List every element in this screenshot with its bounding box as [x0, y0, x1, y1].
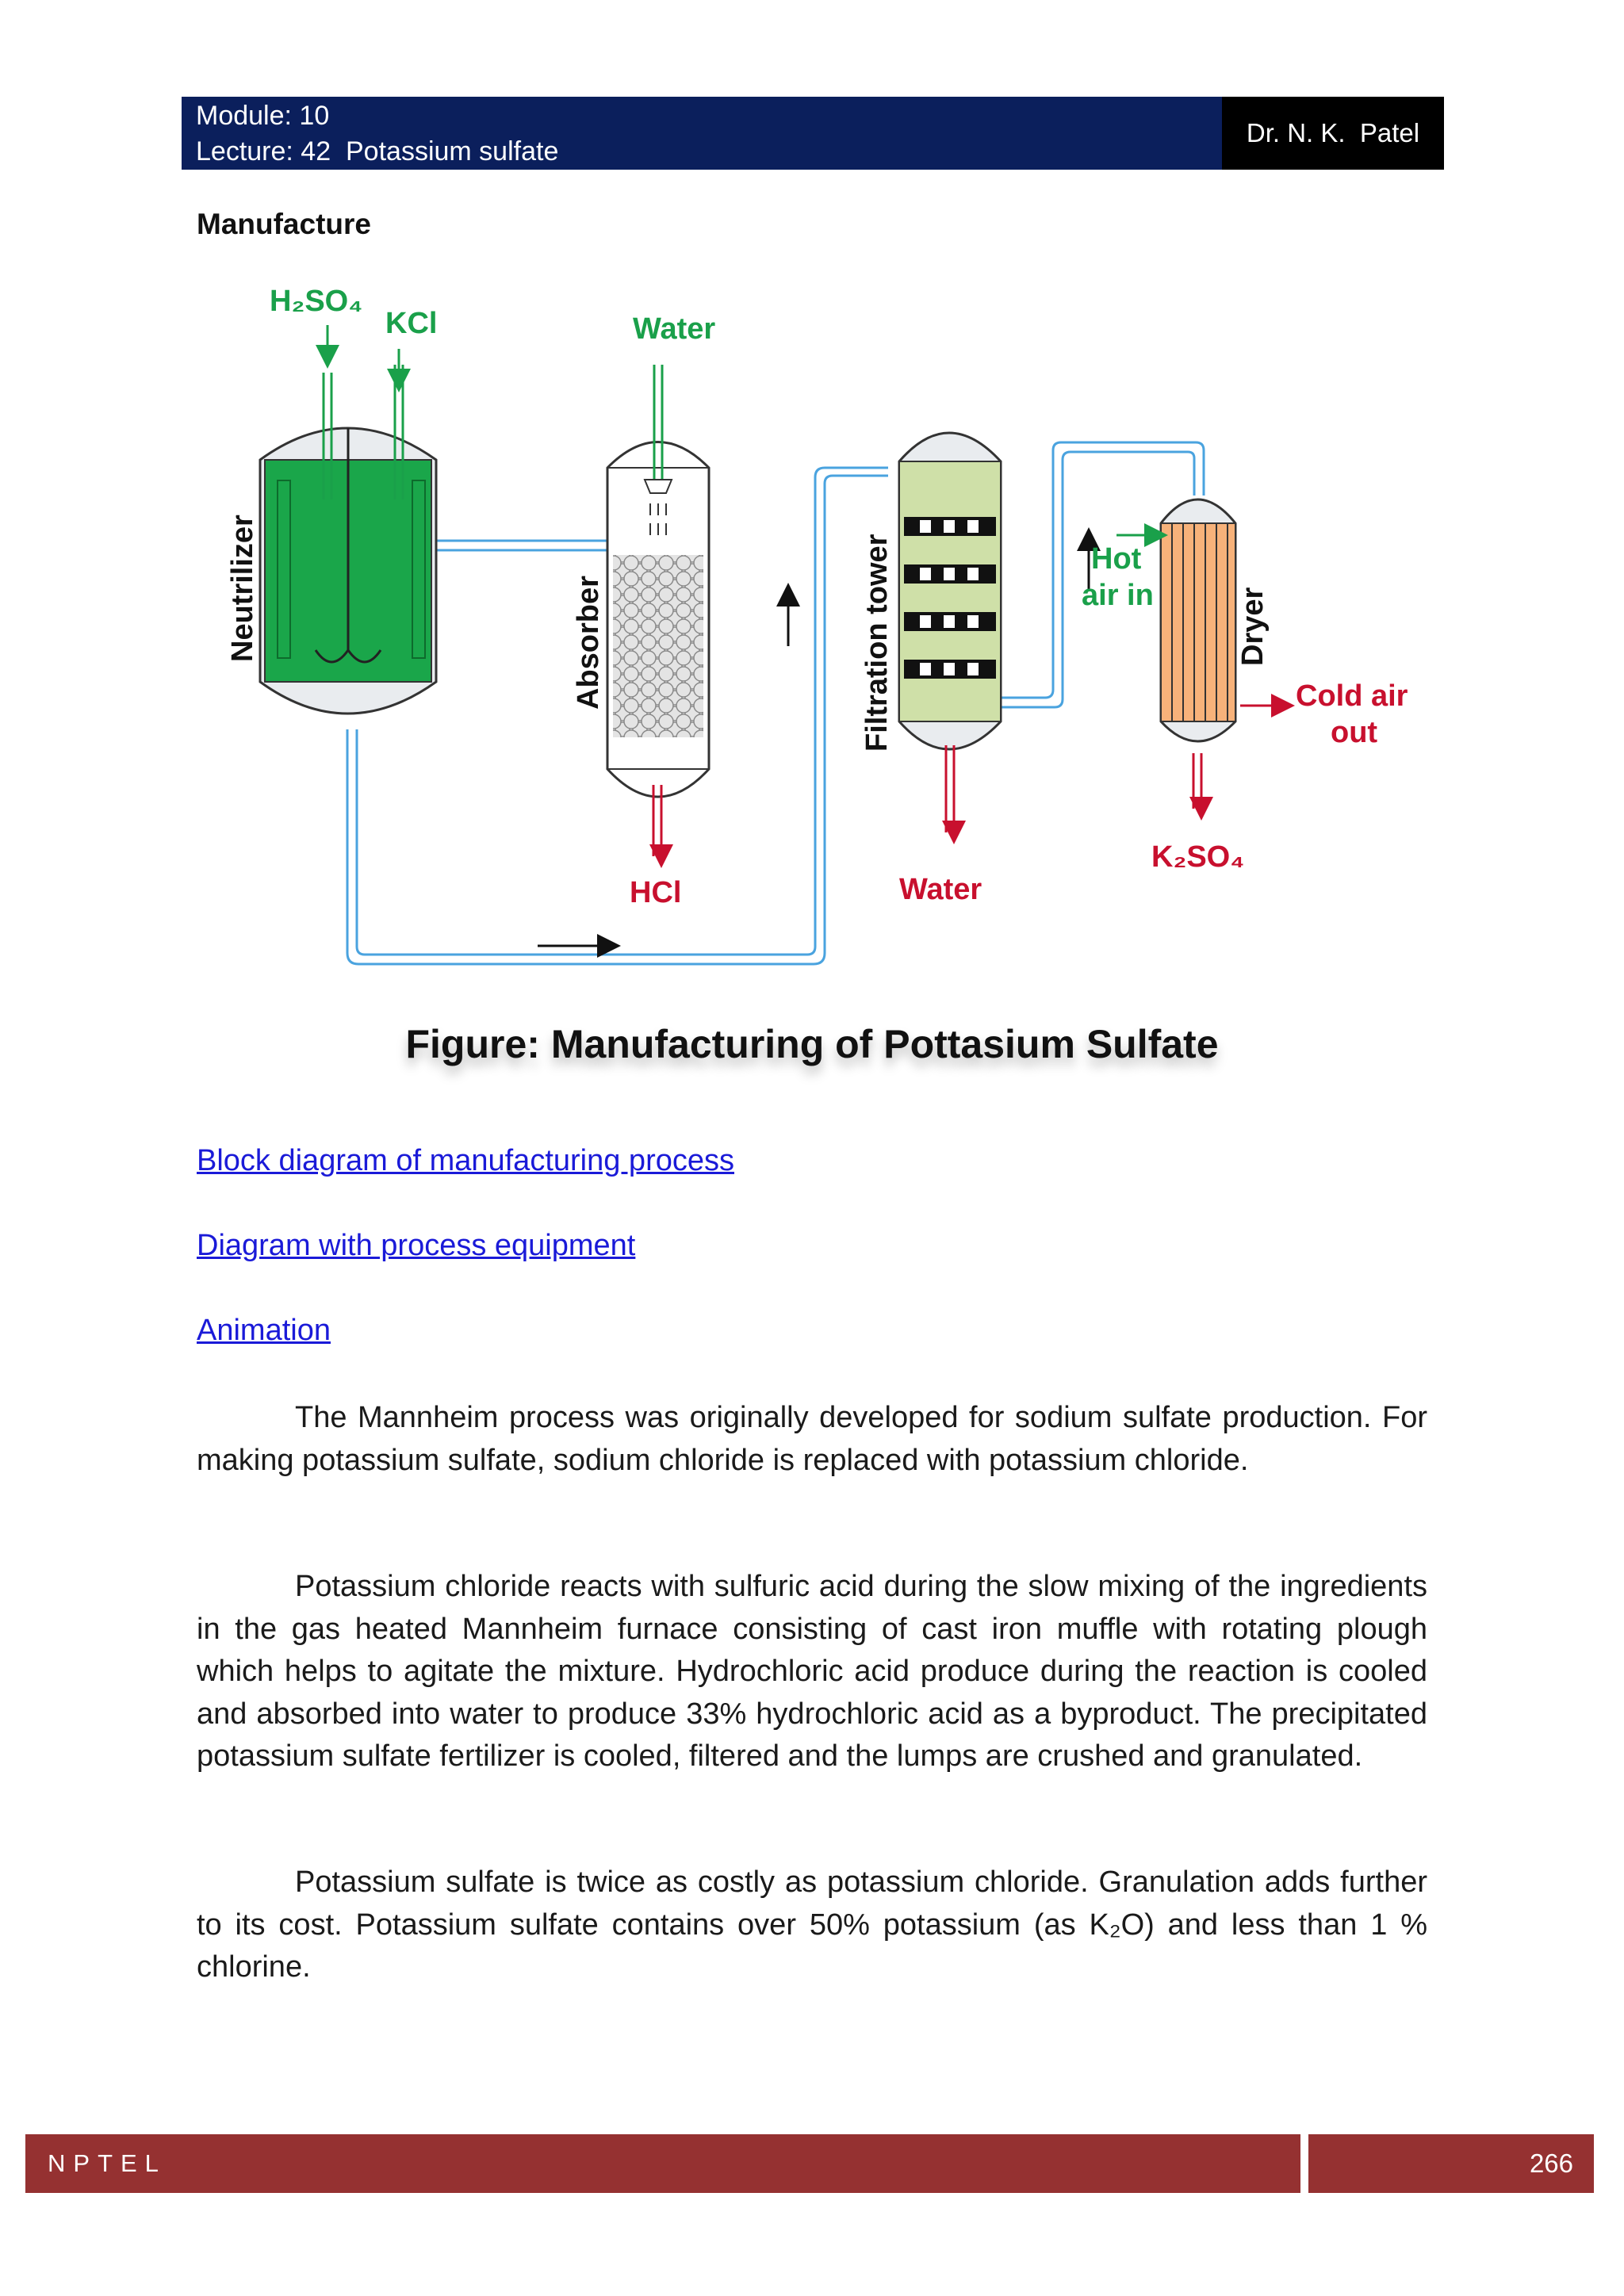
figure-caption	[0, 1021, 1624, 1067]
link-animation[interactable]: Animation	[197, 1314, 331, 1347]
page-number: 266	[1308, 2134, 1594, 2193]
footer-nptel: NPTEL	[25, 2134, 1300, 2193]
label-neutralizer: Neutrilizer	[226, 515, 259, 662]
label-dryer: Dryer	[1236, 587, 1270, 666]
label-absorber: Absorber	[572, 576, 605, 710]
paragraph-1-text: The Mannheim process was originally developed for sodium sulfate production. For making potassium sulfate, sodium chloride is replaced with potassium chloride.	[197, 1401, 1427, 1477]
process-diagram	[213, 277, 1497, 1086]
module-label: Module: 10	[196, 101, 330, 131]
paragraph-3	[197, 1862, 1427, 1989]
paragraph-3-text: Potassium sulfate is twice as costly as potassium chloride. Granulation adds further to its cost. Potassium sulfate contains over 50% potassium (as K₂O) and less than 1 % chlorine.	[197, 1866, 1427, 1984]
figure-caption-text: Manufacturing of Pottasium Sulfate	[550, 1022, 1219, 1066]
header-module-bar	[182, 97, 1222, 170]
paragraph-2	[197, 1566, 1427, 1778]
label-hot-air: Hot	[1091, 542, 1142, 576]
label-water-in: Water	[633, 312, 716, 346]
link-process-equipment[interactable]: Diagram with process equipment	[197, 1229, 636, 1262]
label-hcl: HCl	[630, 876, 682, 909]
pipe-neutralizer-to-absorber	[436, 541, 607, 550]
absorber-column	[607, 365, 709, 856]
section-title: Manufacture	[197, 208, 371, 240]
label-kcl: KCl	[385, 307, 438, 340]
label-h2so4: H₂SO₄	[270, 285, 363, 318]
filtration-tower	[899, 433, 1001, 832]
label-filtration-tower: Filtration tower	[860, 534, 894, 752]
figure-label: Figure:	[405, 1022, 540, 1066]
label-hot-air-in: air in	[1082, 579, 1154, 612]
link-block-diagram[interactable]: Block diagram of manufacturing process	[197, 1144, 734, 1177]
lecture-label: Lecture: 42 Potassium sulfate	[196, 136, 559, 166]
label-k2so4: K₂SO₄	[1151, 840, 1245, 874]
label-cold-air-out: out	[1331, 716, 1378, 749]
label-cold-air: Cold air	[1296, 679, 1408, 713]
paragraph-1	[197, 1397, 1427, 1482]
neutralizer-vessel	[260, 325, 436, 714]
paragraph-2-text: Potassium chloride reacts with sulfuric acid during the slow mixing of the ingredients in the gas heated Mannheim furnace consisting of cast iron muffle with rotating plough which helps to agitate the mixture. Hydrochloric acid produce during the reaction is cooled and absorbed into water to produce 33% hydrochloric acid as a byproduct. The precipitated potassium sulfate fertilizer is cooled, filtered and the lumps are crushed and granulated.	[197, 1570, 1427, 1773]
label-water-out: Water	[899, 873, 982, 906]
author-label: Dr. N. K. Patel	[1222, 97, 1444, 170]
